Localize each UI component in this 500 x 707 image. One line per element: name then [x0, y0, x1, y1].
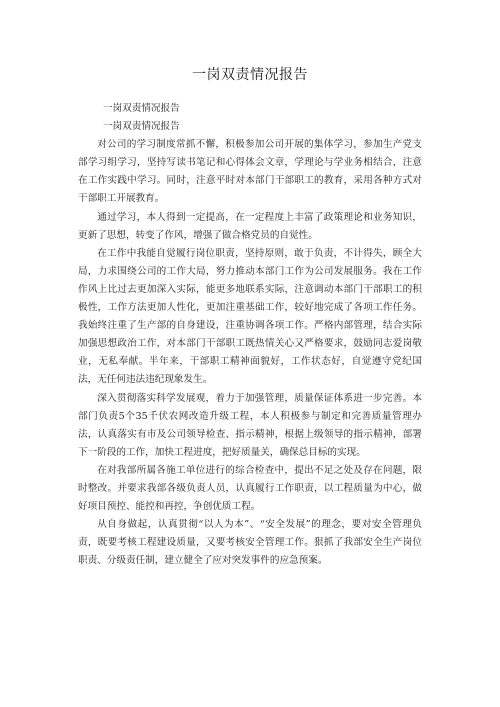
subheading-line: 一岗双责情况报告	[102, 121, 180, 133]
document-body	[78, 100, 422, 570]
paragraph: 通过学习，本人得到一定提高，在一定程度上丰富了政策理论和业务知识，更新了思想，转变了作风，增强了做合格党员的自觉性。	[78, 211, 422, 241]
document-title: 一岗双责情况报告	[192, 67, 308, 83]
paragraph: 深入贯彻落实科学发展观，着力于加强管理，质量保证体系进一步完善。本部门负责5个35千伏农网改造升级工程，本人积极参与制定和完善质量管理办法，认真落实有市及公司领导检查、指示精神，根据上级领导的指示精神，部署下一阶段的工作，加快工程进度，把好质量关，确保总目标的实现。	[78, 392, 422, 458]
paragraph: 对公司的学习制度常抓不懈，积极参加公司开展的集体学习，参加生产党支部学习组学习，坚持写读书笔记和心得体会文章，学理论与学业务相结合，注意在工作实践中学习。同时，注意平时对本部门干部职工的教育，采用各种方式对干部职工开展教育。	[78, 139, 422, 205]
paragraph: 从自身做起，认真贯彻“以人为本”、“安全发展”的理念，要对安全管理负责，既要考核工程建设质量，又要考核安全管理工作。狠抓了我部安全生产岗位职责、分级责任制，建立健全了应对突发事件的应急预案。	[78, 519, 422, 567]
subheading-line: 一岗双责情况报告	[102, 103, 180, 114]
paragraph: 在对我部所属各施工单位进行的综合检查中，提出不足之处及存在问题，限时整改。并要求我部各级负责人员，认真履行工作职责，以工程质量为中心，做好项目预控、能控和再控，争创优质工程。	[78, 464, 422, 513]
paragraph: 在工作中我能自觉履行岗位职责，坚持原则，敢于负责，不计得失，顾全大局，力求围绕公司的工作大局，努力推动本部门工作为公司发展服务。我在工作作风上比过去更加深入实际，能更多地联系实际，注意调动本部门干部职工的积极性，工作方法更加人性化，更加注重基础工作，较好地完成了各项工作任务。我始终注重了生产部的自身建设，注重协调各项工作。严格内部管理，结合实际加强思想政治工作，对本部门干部职工既热情关心又严格要求，鼓励同志爱岗敬业，无私奉献。半年来，干部职工精神面貌好，工作状态好，自觉遵守党纪国法，无任何违法违纪现象发生。	[78, 247, 422, 386]
